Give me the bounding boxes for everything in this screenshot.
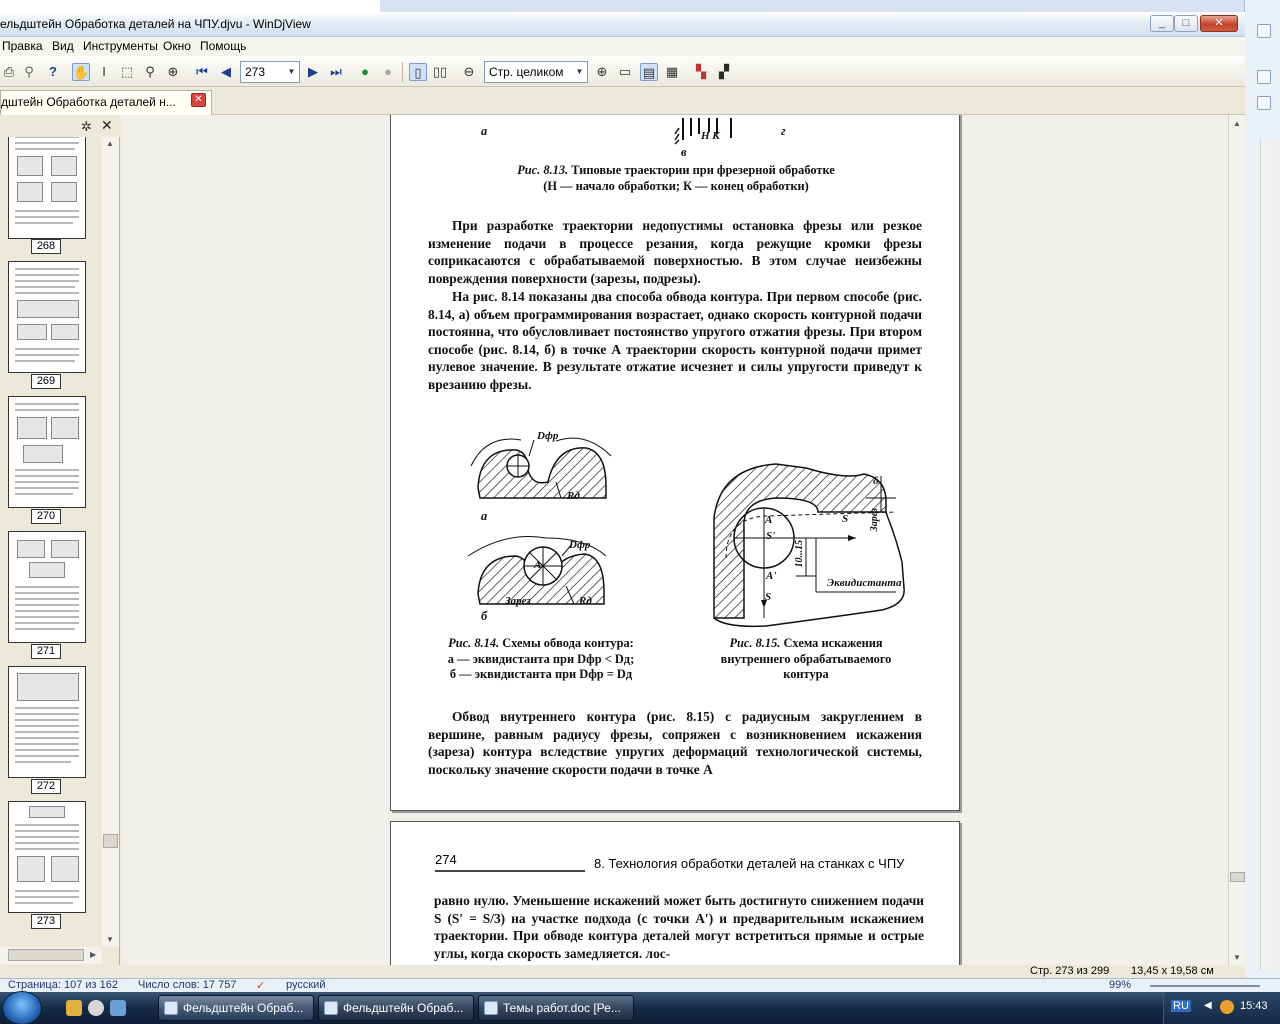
tray-chevron-icon[interactable]: ◀ [1204, 1000, 1212, 1011]
figure-8-14-caption-a: а — эквидистанта при Dфр < Dд; [447, 651, 635, 666]
paragraph-1: При разработке траектории недопустимы остановка фрезы или резкое изменение подачи в процессе резания, когда режущие кромки фрезы соприкасаются с обрабатываемой поверхностью. В этом случае неизбежны повреждения поверхности (зарезы, подрезы). [428, 218, 922, 286]
select-rect-icon[interactable]: ⬚ [120, 64, 134, 79]
fig-label-nk: Н К [701, 130, 720, 142]
thumbnail-label: 268 [31, 239, 61, 254]
window-title: ельдштейн Обработка деталей на ЧПУ.djvu - WinDjView [0, 17, 311, 31]
zoom-icon[interactable]: ⚲ [145, 64, 155, 79]
running-header: 8. Технология обработки деталей на станках с ЧПУ [594, 856, 905, 871]
scroll-up-icon[interactable]: ▲ [106, 139, 114, 148]
continuous-icon[interactable]: ▤ [640, 63, 658, 81]
sidebar-vertical-scrollbar[interactable] [102, 137, 119, 947]
taskbar-word[interactable]: Темы работ.doc [Ре... [478, 995, 634, 1021]
magnify-icon[interactable]: ⊕ [167, 64, 179, 79]
fig814-label-rd: Rд [567, 490, 580, 502]
figure-8-14-caption-b: б — эквидистанта при Dфр = Dд [449, 667, 633, 681]
fig-label-g: г [781, 124, 786, 138]
tab-close-icon[interactable]: ✕ [191, 93, 206, 107]
help-icon[interactable]: ? [49, 64, 57, 79]
title-bar [0, 12, 1245, 37]
zoom-combo[interactable] [484, 61, 588, 83]
figure-8-15-caption-line3: контура [783, 667, 829, 681]
zoom-slider[interactable] [1150, 985, 1260, 987]
header-rule [435, 870, 585, 872]
scroll-right-icon[interactable]: ▶ [90, 950, 97, 959]
thumbnail-270[interactable] [8, 396, 86, 508]
sidebar-horizontal-scrollbar[interactable] [0, 947, 102, 964]
windjview-window [0, 12, 1245, 978]
quicklaunch-icon[interactable] [110, 1000, 126, 1016]
next-page-icon[interactable]: ▶ [308, 64, 318, 79]
document-icon [324, 1001, 338, 1015]
fig815-label-S-bottom: S [765, 591, 772, 603]
system-tray [1163, 992, 1280, 1024]
sidebar-hscroll-thumb[interactable] [8, 949, 84, 961]
single-page-icon[interactable]: ▯ [409, 63, 427, 81]
document-vertical-scrollbar[interactable] [1228, 115, 1245, 965]
word-icon [484, 1001, 498, 1015]
menu-tools[interactable]: Инструменты [83, 39, 158, 53]
menu-help[interactable]: Помощь [200, 39, 247, 53]
facing-pages-icon[interactable]: ▯▯ [432, 64, 448, 79]
sidebar-close-icon[interactable]: ✕ [101, 117, 113, 133]
windjview-icon [164, 1001, 178, 1015]
thumbnail-271[interactable] [8, 531, 86, 643]
word-zoom[interactable]: 99% [1109, 979, 1132, 991]
figure-8-13-caption-title: Рис. 8.13. [517, 163, 569, 177]
word-status-bar [0, 978, 1280, 992]
fig814-label-zarez: Зарез [505, 595, 531, 607]
sidebar-scroll-thumb[interactable] [103, 834, 118, 848]
page-number: 274 [435, 852, 457, 867]
status-page-size: 13,45 x 19,58 см [1131, 965, 1214, 977]
document-viewer[interactable] [121, 115, 1228, 965]
figure-8-14-caption-text: Схемы обвода контура: [502, 636, 634, 650]
word-ribbon-icon[interactable] [1257, 70, 1271, 84]
menu-view[interactable]: Вид [52, 39, 74, 53]
fig814-label-rd-b: Rд [579, 595, 592, 607]
thumbnail-268[interactable] [8, 137, 86, 239]
color-mode-icon[interactable]: ▚ [696, 64, 706, 79]
clock[interactable]: 15:43 [1240, 1000, 1268, 1012]
fig814-label-a: а [481, 509, 488, 523]
page-number-value: 273 [245, 65, 266, 79]
background-word-scrollbar [1260, 140, 1278, 970]
page-274-text: равно нулю. Уменьшение искажений может быть достигнуто снижением подачи S (S′ = S/3) на участке подхода (с точки A′) и предварительным искажением траектории. При обводе контура деталей могут встретиться прямые и острые углы, когда скорость замедляется. лос- [434, 893, 924, 961]
scroll-down-icon[interactable]: ▼ [1233, 953, 1241, 962]
word-ribbon-icon[interactable] [1257, 24, 1271, 38]
status-page: Стр. 273 из 299 [1030, 965, 1110, 977]
zoom-out-icon[interactable]: ⊖ [463, 64, 475, 79]
prev-page-icon[interactable]: ◀ [221, 64, 231, 79]
figure-8-13-caption-text: Типовые траектории при фрезерной обработке [571, 163, 835, 177]
fig815-label-zarez: Зарез [868, 508, 880, 532]
hand-tool-icon[interactable]: ✋ [73, 65, 90, 80]
thumbnail-label: 269 [31, 374, 61, 389]
figure-8-14-caption-title: Рис. 8.14. [448, 636, 500, 650]
chevron-down-icon[interactable]: ▼ [575, 67, 584, 76]
chevron-down-icon[interactable]: ▼ [287, 67, 296, 76]
word-language[interactable]: русский [286, 979, 326, 991]
print-icon[interactable]: ⎙ [3, 64, 15, 79]
taskbar [0, 992, 1280, 1024]
fig815-label-S-prime: S' [766, 530, 776, 542]
taskbar-windjview[interactable]: Фельдштейн Обраб... [158, 995, 314, 1021]
fit-icon[interactable]: ▦ [665, 64, 679, 79]
document-tab[interactable] [0, 90, 212, 115]
word-word-count[interactable]: Число слов: 17 757 [138, 979, 237, 991]
fig815-label-ekvid: Эквидистанта [827, 577, 902, 589]
fig815-label-delta: δ [873, 475, 879, 487]
thumbnail-269[interactable] [8, 261, 86, 373]
language-indicator[interactable]: RU [1173, 1000, 1189, 1012]
quicklaunch-icon[interactable] [88, 1000, 104, 1016]
menu-bar [0, 37, 1245, 56]
fig815-label-A-prime: A' [766, 570, 777, 582]
back-icon[interactable]: ● [361, 64, 369, 79]
document-tab-bar [0, 87, 1245, 115]
maximize-button[interactable]: □ [1174, 15, 1198, 32]
select-text-icon[interactable]: I [102, 64, 106, 79]
close-button[interactable]: ✕ [1200, 15, 1238, 32]
status-bar [0, 965, 1245, 978]
figure-8-15 [706, 458, 916, 628]
fig-label-a-top: а [481, 124, 488, 138]
quicklaunch-icon[interactable] [66, 1000, 82, 1016]
thumbnail-272[interactable] [8, 666, 86, 778]
display-mode-icon[interactable]: ▞ [719, 64, 729, 79]
thumbnails-sidebar [0, 115, 120, 965]
page-274 [390, 821, 960, 965]
figure-8-13-caption [451, 163, 901, 194]
thumbnail-label: 272 [31, 779, 61, 794]
tray-app-icon[interactable] [1220, 1000, 1234, 1014]
fig814-label-dfr-b: Dфр [569, 539, 591, 551]
fig815-label-dim: 10...15 [794, 540, 805, 568]
fig815-label-A: A [765, 514, 773, 526]
paragraph-2: На рис. 8.14 показаны два способа обвода контура. При первом способе (рис. 8.14, а) объем программирования возрастает, однако скорость контурной подачи постоянна, что обусловливает постоянство упругого отжатия фрезы. При втором способе (рис. 8.14, б) в точке А траектории скорость контурной подачи примет нулевое значение. В результате отжатие исчезнет и силы упругости приведут к врезанию фрезы. [428, 289, 922, 392]
minimize-button[interactable]: _ [1150, 15, 1174, 32]
paragraph-3: Обвод внутреннего контура (рис. 8.15) с радиусным закруглением в вершине, равным радиусу фрезы, сопряжен с возникновением искажения (зареза) контура вследствие упругих деформаций технологической системы, поскольку значение скорости подачи в точке А [428, 709, 922, 777]
figure-8-15-caption-text: Схема искажения [783, 636, 883, 650]
first-page-icon[interactable]: ⏮ [196, 64, 208, 79]
figure-8-14 [466, 426, 641, 626]
start-button[interactable] [2, 991, 42, 1024]
thumbnail-273[interactable] [8, 801, 86, 913]
fig-label-v: в [681, 145, 687, 159]
fig815-label-S: S [842, 513, 849, 525]
word-ribbon-icon[interactable] [1257, 96, 1271, 110]
fig814-label-dfr: Dфр [537, 430, 559, 442]
taskbar-windjview-2[interactable]: Фельдштейн Обраб... [318, 995, 474, 1021]
thumbnail-label: 273 [31, 914, 61, 929]
menu-window[interactable]: Окно [163, 39, 191, 53]
zoom-in-icon[interactable]: ⊕ [596, 64, 608, 79]
thumbnail-label: 271 [31, 644, 61, 659]
page-layout-icon[interactable]: ▭ [618, 64, 632, 79]
find-icon[interactable]: ⚲ [24, 64, 34, 79]
figure-8-15-caption [691, 636, 921, 683]
toolbar [0, 56, 1245, 87]
figure-8-15-caption-line2: внутреннего обрабатываемого [720, 651, 892, 666]
scroll-down-icon[interactable]: ▼ [106, 935, 114, 944]
document-scroll-thumb[interactable] [1230, 872, 1245, 882]
thumbnail-list [0, 137, 102, 947]
fig814-label-A: A [534, 559, 542, 571]
word-page-count[interactable]: Страница: 107 из 162 [8, 979, 118, 991]
forward-icon[interactable]: ● [384, 64, 392, 79]
thumbnail-label: 270 [31, 509, 61, 524]
figure-8-14-caption [421, 636, 661, 683]
gear-icon[interactable]: ✲ [81, 119, 92, 134]
menu-edit[interactable]: Правка [2, 39, 43, 53]
figure-8-13-caption-line2: (Н — начало обработки; К — конец обработки) [543, 178, 809, 193]
page-number-combo[interactable] [240, 61, 300, 83]
scroll-up-icon[interactable]: ▲ [1233, 119, 1241, 128]
toolbar-separator [402, 62, 403, 82]
sidebar-header [0, 115, 120, 137]
spellcheck-icon[interactable]: ✓ [256, 980, 266, 992]
figure-8-15-caption-title: Рис. 8.15. [729, 636, 781, 650]
last-page-icon[interactable]: ⏭ [330, 64, 342, 79]
fig814-label-b: б [481, 609, 488, 623]
zoom-value: Стр. целиком [489, 65, 564, 79]
figure-8-13-fragment [391, 115, 961, 156]
document-tab-label: дштейн Обработка деталей н... [1, 95, 176, 109]
page-273 [390, 115, 960, 811]
